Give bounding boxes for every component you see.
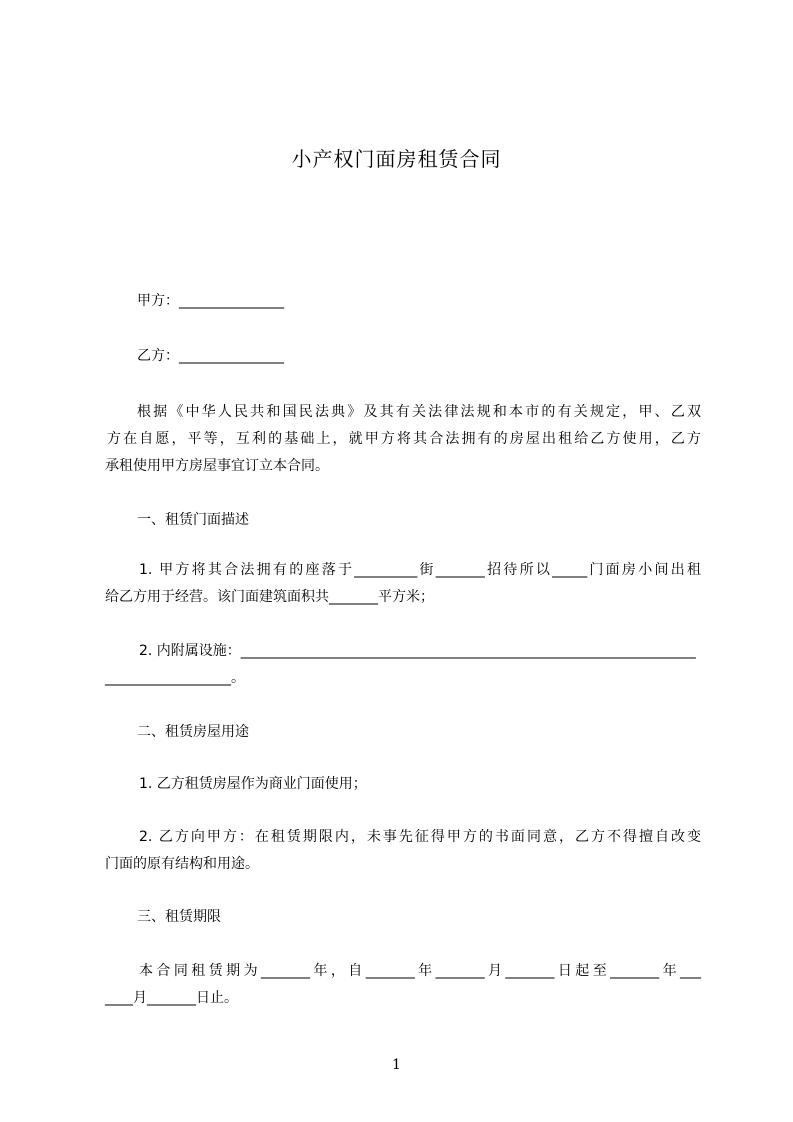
section-3-heading: 三、租赁期限 xyxy=(137,909,221,925)
section-1-item-1-line-1: 1. 甲方将其合法拥有的座落于_________街_______招待所以_____门面房小间出租 xyxy=(139,562,701,578)
section-3-term-line-1: 本合同租赁期为_______年，自_______年_______月_______日起至_______年___ xyxy=(139,963,701,979)
section-1-item-2-line-1: 2. 内附属设施：_________________________________________________________________ xyxy=(139,643,696,659)
contract-title: 小产权门面房租赁合同 xyxy=(291,147,502,171)
intro-line-3: 承租使用甲方房屋事宜订立本合同。 xyxy=(105,458,329,474)
party-a-line: 甲方：_______________ xyxy=(137,293,284,309)
page-number: 1 xyxy=(392,1057,401,1073)
section-2-item-2-line-2: 门面的原有结构和用途。 xyxy=(105,856,259,872)
section-2-item-2-line-1: 2. 乙方向甲方：在租赁期限内，未事先征得甲方的书面同意，乙方不得擅自改变 xyxy=(139,829,701,845)
party-b-line: 乙方：_______________ xyxy=(137,348,284,364)
intro-line-2: 方在自愿，平等，互利的基础上，就甲方将其合法拥有的房屋出租给乙方使用，乙方 xyxy=(107,431,701,447)
section-2-heading: 二、租赁房屋用途 xyxy=(137,724,249,740)
section-3-term-line-2: ____月_______日止。 xyxy=(105,990,238,1006)
section-1-heading: 一、租赁门面描述 xyxy=(137,512,249,528)
section-2-item-1: 1. 乙方租赁房屋作为商业门面使用； xyxy=(139,776,367,792)
section-1-item-2-line-2: __________________。 xyxy=(105,670,245,686)
intro-line-1: 根据《中华人民共和国民法典》及其有关法律法规和本市的有关规定，甲、乙双 xyxy=(137,404,701,420)
section-1-item-1-line-2: 给乙方用于经营。该门面建筑面积共_______平方米； xyxy=(105,589,434,605)
